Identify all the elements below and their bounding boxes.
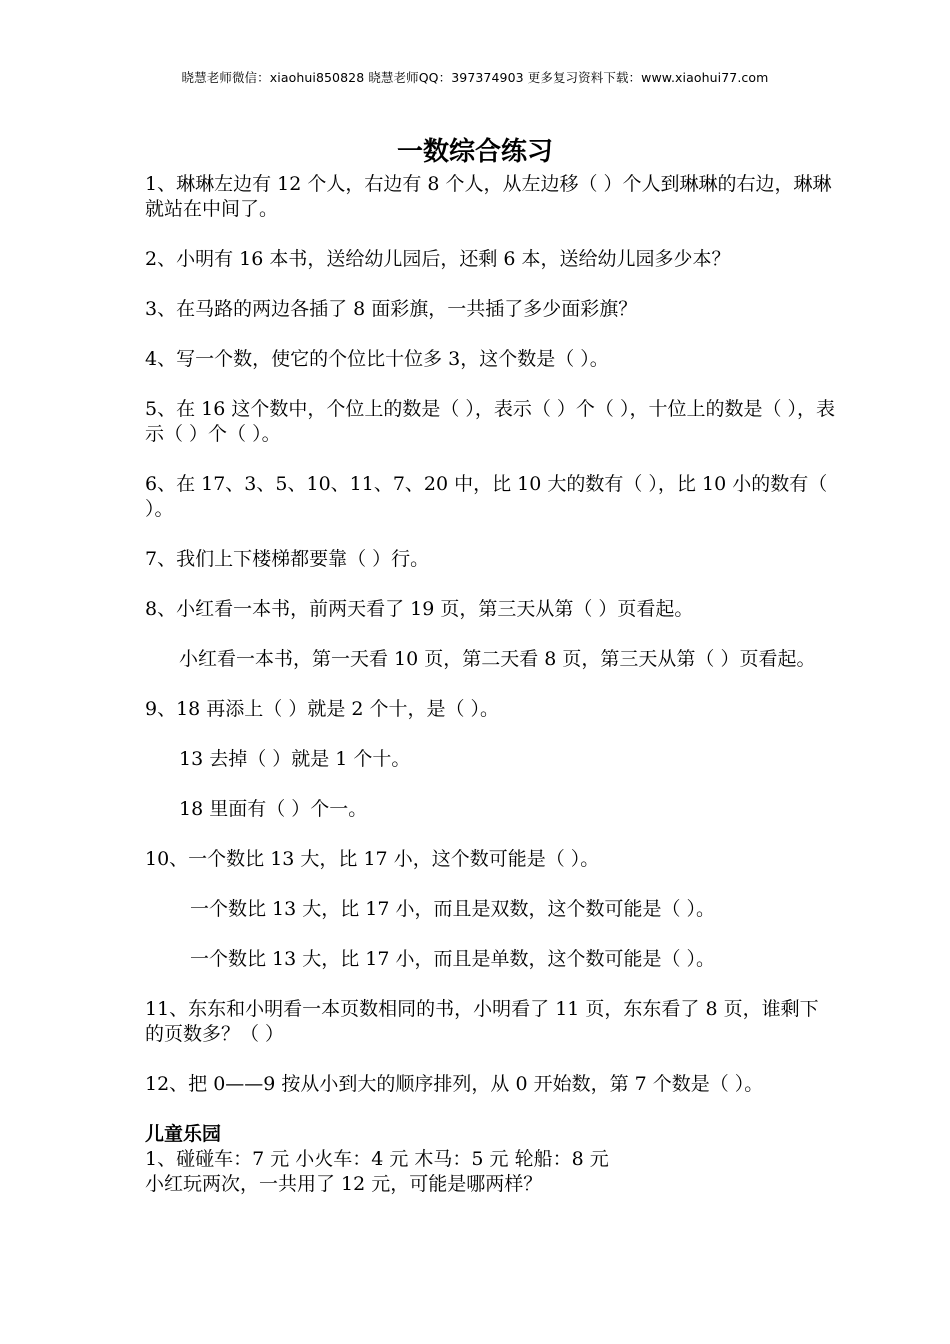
- question-9c: 18 里面有（ ）个一。: [179, 798, 368, 820]
- question-10b: 一个数比 13 大，比 17 小，而且是双数，这个数可能是（ ）。: [190, 898, 716, 920]
- question-2: 2、小明有 16 本书，送给幼儿园后，还剩 6 本，送给幼儿园多少本？: [145, 248, 731, 270]
- section-title: 儿童乐园: [145, 1123, 222, 1145]
- section-line-1: 1、碰碰车：7 元 小火车：4 元 木马：5 元 轮船：8 元: [145, 1148, 609, 1170]
- question-9a: 9、18 再添上（ ）就是 2 个十，是（ ）。: [145, 698, 500, 720]
- question-7: 7、我们上下楼梯都要靠（ ）行。: [145, 548, 430, 570]
- question-12: 12、把 0——9 按从小到大的顺序排列，从 0 开始数，第 7 个数是（ ）。: [145, 1073, 764, 1095]
- question-6: 6、在 17、3、5、10、11、7、20 中，比 10 大的数有（ ），比 10 小的数有（ ）。: [145, 473, 828, 520]
- question-5: 5、在 16 这个数中，个位上的数是（ ），表示（ ）个（ ），十位上的数是（ ），表示（ ）个（ ）。: [145, 398, 836, 445]
- page-header: 晓慧老师微信：xiaohui850828 晓慧老师QQ：397374903 更多复习资料下载：www.xiaohui77.com: [181, 70, 769, 85]
- question-4: 4、写一个数，使它的个位比十位多 3，这个数是（ ）。: [145, 348, 609, 370]
- page-title: 一数综合练习: [396, 137, 553, 167]
- question-8b: 小红看一本书，第一天看 10 页，第二天看 8 页，第三天从第（ ）页看起。: [179, 648, 816, 670]
- question-10a: 10、一个数比 13 大，比 17 小，这个数可能是（ ）。: [145, 848, 600, 870]
- question-3: 3、在马路的两边各插了 8 面彩旗，一共插了多少面彩旗？: [145, 298, 638, 320]
- question-8a: 8、小红看一本书，前两天看了 19 页，第三天从第（ ）页看起。: [145, 598, 694, 620]
- worksheet-content: [145, 172, 835, 1197]
- question-1: 1、琳琳左边有 12 个人，右边有 8 个人，从左边移（ ）个人到琳琳的右边，琳琳就站在中间了。: [145, 173, 832, 220]
- question-11: 11、东东和小明看一本页数相同的书，小明看了 11 页，东东看了 8 页，谁剩下的页数多？（ ）: [145, 998, 819, 1045]
- section-line-2: 小红玩两次，一共用了 12 元，可能是哪两样？: [145, 1173, 543, 1195]
- question-9b: 13 去掉（ ）就是 1 个十。: [179, 748, 411, 770]
- question-10c: 一个数比 13 大，比 17 小，而且是单数，这个数可能是（ ）。: [190, 948, 716, 970]
